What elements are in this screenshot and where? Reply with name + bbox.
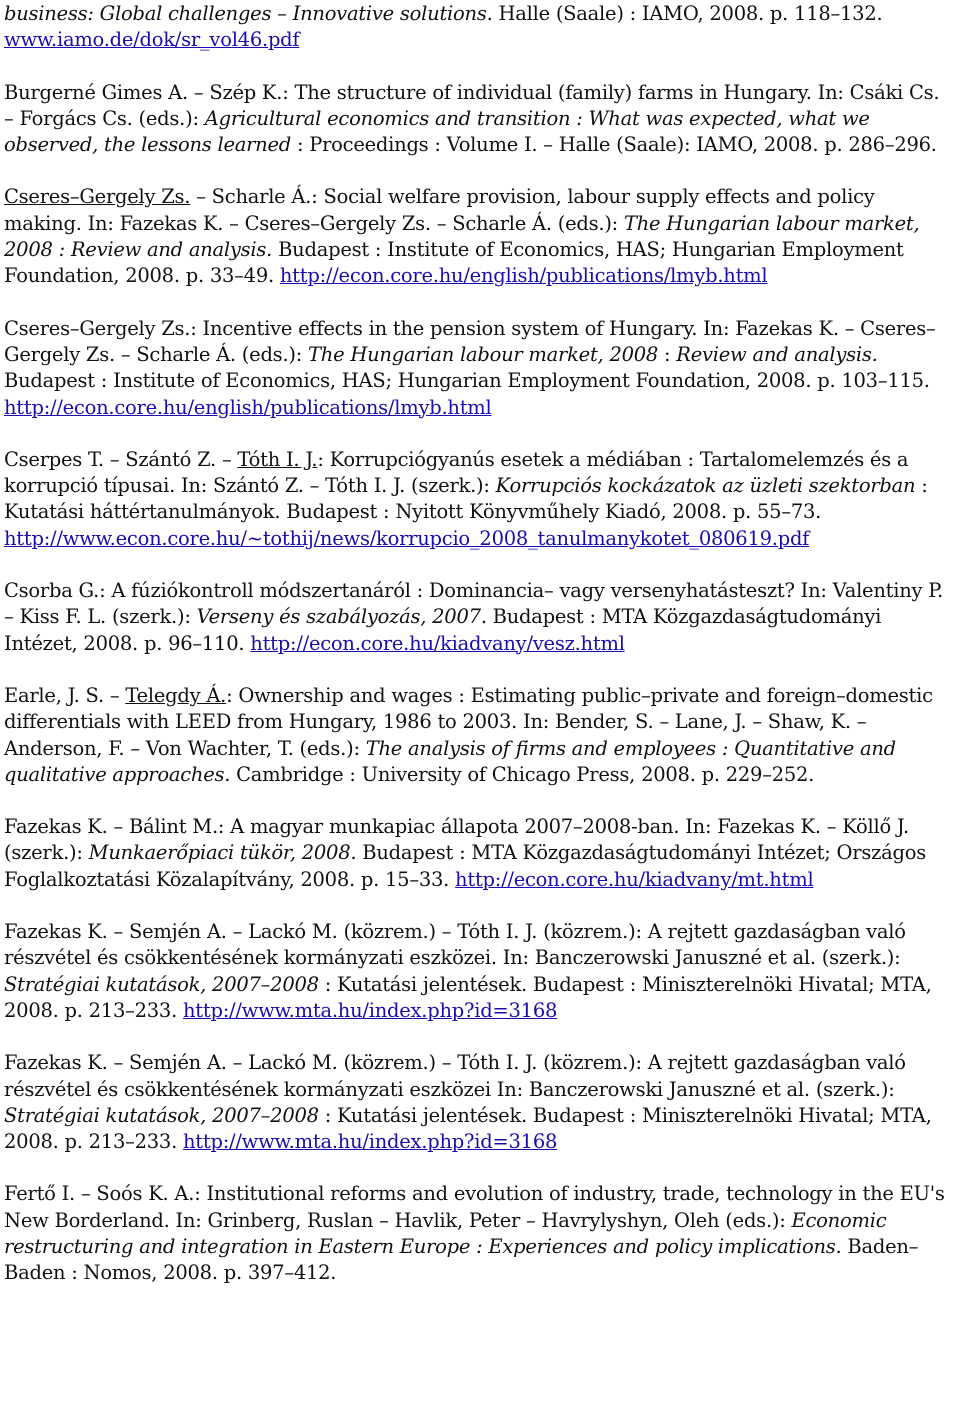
reference-text: Cserpes T. – Szántó Z. – xyxy=(4,447,238,471)
reference-text: Fazekas K. – Semjén A. – Lackó M. (közrem.) – Tóth I. J. (közrem.): A rejtett gazdaságban való részvétel és csökkentésének kormányzati eszközei In: Banczerowski Januszné et al. (szerk.): xyxy=(4,1051,906,1101)
reference-text: Baden–Baden : Nomos, 2008. p. 397–412. xyxy=(4,1234,919,1285)
reference-entry xyxy=(4,1181,954,1286)
reference-entry xyxy=(4,184,954,289)
reference-entry xyxy=(4,1,954,54)
reference-title-text: Stratégiai kutatások, 2007–2008 xyxy=(4,972,319,996)
reference-title-text: business: Global challenges – Innovative solutions. xyxy=(4,2,493,25)
reference-text: Fazekas K. – Semjén A. – Lackó M. (közrem.) – Tóth I. J. (közrem.): A rejtett gazdaságban való részvétel és csökkentésének kormányzati eszközei. In: Banczerowski Januszné et al. (szerk.): xyxy=(4,920,906,970)
reference-text: Fazekas K. – Bálint M.: A magyar munkapiac állapota 2007–2008-ban. In: Fazekas K. – Köllő J. (szerk.): xyxy=(4,815,909,865)
reference-title-text: Korrupciós kockázatok az üzleti szektorban xyxy=(495,474,916,498)
reference-text: : Kutatási jelentések. Budapest : Miniszterelnöki Hivatal; MTA, 2008. p. 213–233. xyxy=(4,972,932,1022)
reference-text: Fertő I. – Soós K. A.: Institutional reforms and evolution of industry, trade, technology in the EU's New Borderland. In: Grinberg, Ruslan – Havlik, Peter – Havrylyshyn, Oleh (eds.): xyxy=(4,1182,945,1232)
reference-text: : Ownership and wages : Estimating public–private and foreign–domestic differentials with LEED from Hungary, 1986 to 2003. In: Bender, S. – Lane, J. – Shaw, K. – Anderson, F. – Von Wachter, T. (eds.): xyxy=(4,683,933,760)
reference-title-text: Verseny és szabályozás, 2007. xyxy=(196,605,487,629)
reference-text: Burgerné Gimes A. – Szép K.: The structure of individual (family) farms in Hungary. In: Csáki Cs. – Forgács Cs. (eds.): xyxy=(4,80,940,130)
reference-text: : xyxy=(658,342,677,366)
reference-text: Cambridge : University of Chicago Press, 2008. p. 229–252. xyxy=(230,762,815,786)
reference-text: – Scharle Á.: Social welfare provision, labour supply effects and policy making. In: Fazekas K. – Cseres–Gergely Zs. – Scharle Á. (eds.): xyxy=(4,185,875,235)
reference-entry xyxy=(4,80,954,159)
reference-entry xyxy=(4,316,954,421)
reference-url-link[interactable]: http://econ.core.hu/english/publications/lmyb.html xyxy=(4,395,492,419)
reference-title-text: Review and analysis. xyxy=(676,342,878,366)
reference-text: Halle (Saale) : IAMO, 2008. p. 118–132. xyxy=(492,2,883,25)
reference-entry xyxy=(4,683,954,788)
reference-url-link[interactable]: www.iamo.de/dok/sr_vol46.pdf xyxy=(4,28,300,52)
reference-entry xyxy=(4,1050,954,1155)
reference-url-link[interactable]: http://www.econ.core.hu/~tothij/news/korrupcio_2008_tanulmanykotet_080619.pdf xyxy=(4,526,810,550)
reference-text: : Korrupciógyanús esetek a médiában : Tartalomelemzés és a korrupció típusai. In: Szántó Z. – Tóth I. J. (szerk.): xyxy=(4,447,909,498)
reference-url-link[interactable]: http://econ.core.hu/english/publications/lmyb.html xyxy=(279,264,768,288)
reference-entry xyxy=(4,578,954,657)
reference-title-text: Economic restructuring and integration in Eastern Europe : Experiences and policy implications. xyxy=(4,1208,887,1258)
reference-text: Budapest : MTA Közgazdaságtudományi Intézet, 2008. p. 96–110. xyxy=(4,605,882,655)
reference-author-link[interactable]: Tóth I. J. xyxy=(237,447,318,471)
reference-list xyxy=(4,1,954,1287)
reference-author-link[interactable]: Telegdy Á. xyxy=(125,683,227,707)
reference-title-text: The analysis of firms and employees : Quantitative and qualitative approaches. xyxy=(4,736,896,786)
reference-title-text: The Hungarian labour market, 2008 xyxy=(308,342,659,366)
reference-text: Cseres–Gergely Zs.: Incentive effects in the pension system of Hungary. In: Fazekas K. – Cseres–Gergely Zs. – Scharle Á. (eds.): xyxy=(4,316,936,366)
reference-entry xyxy=(4,814,954,893)
reference-text: Budapest : MTA Közgazdaságtudományi Intézet; Országos Foglalkoztatási Közalapítvány, 2008. p. 15–33. xyxy=(4,841,926,891)
reference-url-link[interactable]: http://econ.core.hu/kiadvany/vesz.html xyxy=(250,631,625,655)
reference-url-link[interactable]: http://www.mta.hu/index.php?id=3168 xyxy=(183,1130,558,1154)
reference-title-text: Munkaerőpiaci tükör, 2008. xyxy=(88,841,357,865)
reference-text: : Proceedings : Volume I. – Halle (Saale): IAMO, 2008. p. 286–296. xyxy=(291,133,937,157)
reference-text: Budapest : Institute of Economics, HAS; Hungarian Employment Foundation, 2008. p. 103–115. xyxy=(4,369,930,393)
reference-text: Budapest : Institute of Economics, HAS; Hungarian Employment Foundation, 2008. p. 33–49. xyxy=(4,238,904,288)
reference-page xyxy=(0,1,960,1426)
reference-entry xyxy=(4,447,954,552)
reference-text: : Kutatási jelentések. Budapest : Miniszterelnöki Hivatal; MTA, 2008. p. 213–233. xyxy=(4,1103,932,1154)
reference-title-text: Agricultural economics and transition : What was expected, what we observed, the lessons learned xyxy=(4,106,870,157)
reference-text: Earle, J. S. – xyxy=(4,683,126,707)
reference-title-text: Stratégiai kutatások, 2007–2008 xyxy=(4,1103,319,1127)
reference-title-text: The Hungarian labour market, 2008 : Review and analysis. xyxy=(4,211,920,262)
reference-entry xyxy=(4,919,954,1024)
reference-text: : Kutatási háttértanulmányok. Budapest : Nyitott Könyvműhely Kiadó, 2008. p. 55–73. xyxy=(4,474,928,524)
reference-url-link[interactable]: http://www.mta.hu/index.php?id=3168 xyxy=(183,998,558,1022)
reference-author-link[interactable]: Cseres–Gergely Zs. xyxy=(4,185,191,209)
reference-url-link[interactable]: http://econ.core.hu/kiadvany/mt.html xyxy=(455,867,814,891)
reference-text: Csorba G.: A fúziókontroll módszertanáról : Dominancia– vagy versenyhatásteszt? In: Valentiny P. – Kiss F. L. (szerk.): xyxy=(4,579,944,629)
